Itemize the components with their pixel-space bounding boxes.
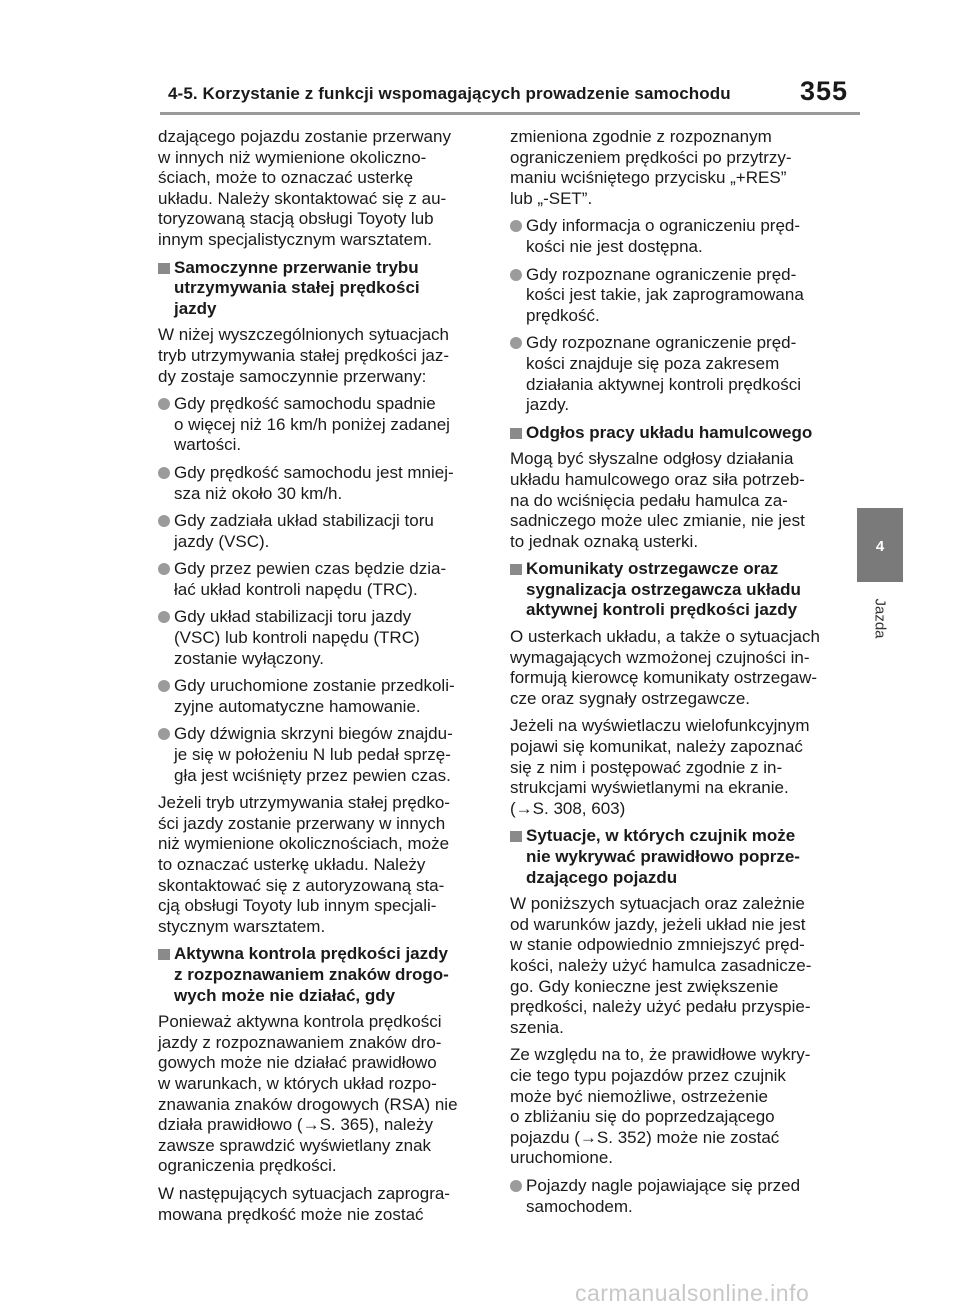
square-bullet-icon [510,564,522,575]
bullet-item: Gdy zadziała układ stabilizacji toru jazdy (VSC). [158,511,488,552]
paragraph: W następujących sytuacjach zaprogra- mowana prędkość może nie zostać [158,1183,450,1224]
circle-bullet-icon [158,611,170,623]
bullet-item: Gdy prędkość samochodu jest mniej- sza niż około 30 km/h. [158,463,488,504]
section-heading: Aktywna kontrola prędkości jazdy z rozpoznawaniem znaków drogo- wych może nie działać, gdy [158,944,488,1006]
circle-bullet-icon [510,337,522,349]
square-bullet-icon [158,949,170,960]
circle-bullet-icon [158,515,170,527]
circle-bullet-icon [510,220,522,232]
circle-bullet-icon [158,467,170,479]
paragraph: dzającego pojazdu zostanie przerwany w innych niż wymienione okoliczno- ściach, może to oznaczać usterkę układu. Należy skontaktować się z au- toryzowaną stacją obsługi Toyoty lub innym specjalistycznym warsztatem. [158,127,451,249]
paragraph: Jeżeli tryb utrzymywania stałej prędko- ści jazdy zostanie przerwany w innych niż wymienione okolicznościach, może to oznaczać usterkę układu. Należy skontaktować się z autoryzowaną sta- cją obsługi Toyoty lub innym specjali- stycznym warsztatem. [158,793,450,936]
paragraph: W poniższych sytuacjach oraz zależnie od warunków jazdy, jeżeli układ nie jest w stanie odpowiednio zmniejszyć pręd- kości, należy użyć hamulca zasadnicze- go. Gdy konieczne jest zwiększenie prędkości, należy użyć pedału przyspie- szenia. [510,894,812,1037]
paragraph: Ze względu na to, że prawidłowe wykry- cie tego typu pojazdów przez czujnik może być niemożliwe, ostrzeżenie o zbliżaniu się do poprzedzającego pojazdu (→S. 352) może nie zostać uruchomione. [510,1045,811,1168]
section-heading: Samoczynne przerwanie trybu utrzymywania stałej prędkości jazdy [158,258,488,320]
chapter-tab[interactable] [857,508,903,582]
bullet-item: Gdy układ stabilizacji toru jazdy (VSC) lub kontroli napędu (TRC) zostanie wyłączony. [158,607,488,669]
bullet-item: Gdy przez pewien czas będzie dzia- łać układ kontroli napędu (TRC). [158,559,488,600]
bullet-item: Gdy dźwignia skrzyni biegów znajdu- je się w położeniu N lub pedał sprzę- gła jest wciśnięty przez pewien czas. [158,724,488,786]
left-column [158,127,488,1232]
chapter-side-label [866,592,894,652]
circle-bullet-icon [158,680,170,692]
paragraph: W niżej wyszczególnionych sytuacjach tryb utrzymywania stałej prędkości jaz- dy zostaje samoczynnie przerwany: [158,325,450,386]
square-bullet-icon [158,263,170,274]
bullet-item: Gdy rozpoznane ograniczenie pręd- kości jest takie, jak zaprogramowana prędkość. [510,265,840,327]
section-heading: Sytuacje, w których czujnik może nie wykrywać prawidłowo poprze- dzającego pojazdu [510,826,840,888]
bullet-item: Pojazdy nagle pojawiające się przed samochodem. [510,1176,840,1217]
chapter-title: 4-5. Korzystanie z funkcji wspomagających prowadzenie samochodu [168,84,731,103]
circle-bullet-icon [158,563,170,575]
circle-bullet-icon [510,269,522,281]
chapter-number: 4 [875,538,885,555]
page-number: 355 [800,76,849,106]
paragraph: zmieniona zgodnie z rozpoznanym ograniczeniem prędkości po przytrzy- maniu wciśniętego przycisku „+RES” lub „-SET”. [510,127,792,208]
bullet-item: Gdy rozpoznane ograniczenie pręd- kości znajduje się poza zakresem działania aktywnej kontroli prędkości jazdy. [510,333,840,415]
header-divider [160,112,860,115]
paragraph: Ponieważ aktywna kontrola prędkości jazdy z rozpoznawaniem znaków dro- gowych może nie działać prawidłowo w warunkach, w których układ rozpo- znawania znaków drogowych (RSA) nie działa prawidłowo (→S. 365), należy zawsze sprawdzić wyświetlany znak ograniczenia prędkości. [158,1012,458,1176]
page-header [0,0,960,112]
section-heading: Odgłos pracy układu hamulcowego [510,423,840,444]
right-column [510,127,840,1224]
circle-bullet-icon [158,728,170,740]
bullet-item: Gdy uruchomione zostanie przedkoli- zyjne automatyczne hamowanie. [158,676,488,717]
watermark: carmanualsonline.info [575,1280,810,1306]
paragraph: Mogą być słyszalne odgłosy działania układu hamulcowego oraz siła potrzeb- na do wciśnięcia pedału hamulca za- sadniczego może ulec zmianie, nie jest to jednak oznaką usterki. [510,449,805,551]
paragraph: Jeżeli na wyświetlaczu wielofunkcyjnym pojawi się komunikat, należy zapoznać się z nim i postępować zgodnie z in- strukcjami wyświetlanymi na ekranie. (→S. 308, 603) [510,716,810,818]
bullet-item: Gdy prędkość samochodu spadnie o więcej niż 16 km/h poniżej zadanej wartości. [158,394,488,456]
square-bullet-icon [510,428,522,439]
circle-bullet-icon [510,1180,522,1192]
paragraph: O usterkach układu, a także o sytuacjach wymagających wzmożonej czujności in- formują kierowcę komunikaty ostrzegaw- cze oraz sygnały ostrzegawcze. [510,627,820,708]
chapter-label: Jazda [871,598,889,639]
bullet-item: Gdy informacja o ograniczeniu pręd- kości nie jest dostępna. [510,216,840,257]
circle-bullet-icon [158,398,170,410]
section-heading: Komunikaty ostrzegawcze oraz sygnalizacja ostrzegawcza układu aktywnej kontroli prędkości jazdy [510,559,840,621]
square-bullet-icon [510,831,522,842]
